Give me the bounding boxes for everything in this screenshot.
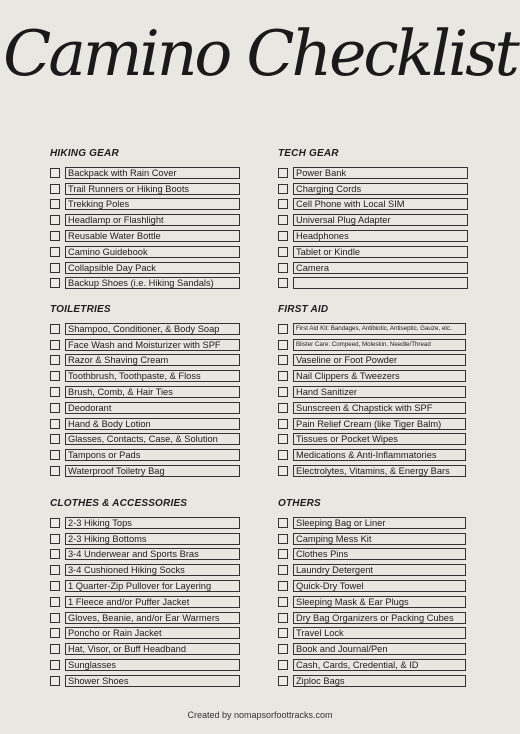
checklist-item-label: Backup Shoes (i.e. Hiking Sandals) <box>65 277 240 289</box>
checklist-item <box>278 578 466 594</box>
checklist-item-label: 1 Fleece and/or Puffer Jacket <box>65 596 240 608</box>
checklist-item <box>278 228 468 244</box>
checklist-item <box>50 432 240 448</box>
page-title: Camino Checklist <box>3 17 517 90</box>
checklist-item <box>278 244 468 260</box>
checklist-item <box>50 610 240 626</box>
checklist-item-label: Backpack with Rain Cover <box>65 167 240 179</box>
checkbox[interactable] <box>50 466 60 476</box>
section-clothes-accessories <box>50 498 240 689</box>
checklist-item <box>278 400 466 416</box>
checklist-item-label: Electrolytes, Vitamins, & Energy Bars <box>293 465 466 477</box>
checklist-item <box>278 260 468 276</box>
checkbox[interactable] <box>278 518 288 528</box>
checklist-item <box>50 197 240 213</box>
checklist-item <box>278 276 468 292</box>
checklist-item <box>50 578 240 594</box>
checkbox[interactable] <box>278 644 288 654</box>
checklist-item <box>50 260 240 276</box>
checkbox[interactable] <box>278 581 288 591</box>
checklist-item-label: Sunglasses <box>65 659 240 671</box>
checkbox[interactable] <box>278 676 288 686</box>
checklist-item <box>278 673 466 689</box>
checklist-item-label: Tissues or Pocket Wipes <box>293 433 466 445</box>
checklist-item-label: 1 Quarter-Zip Pullover for Layering <box>65 580 240 592</box>
checkbox[interactable] <box>50 231 60 241</box>
checkbox[interactable] <box>278 434 288 444</box>
checklist-item-label: Gloves, Beanie, and/or Ear Warmers <box>65 612 240 624</box>
checklist-item-label: Blister Care: Compeed, Moleskin, Needle/Thread <box>293 339 466 351</box>
checklist-item <box>278 197 468 213</box>
section-first-aid <box>278 304 466 479</box>
section-heading: TECH GEAR <box>278 148 339 159</box>
checklist-item-label: Clothes Pins <box>293 548 466 560</box>
checklist-item <box>50 531 240 547</box>
checkbox[interactable] <box>50 676 60 686</box>
checklist-item <box>278 626 466 642</box>
checkbox[interactable] <box>50 184 60 194</box>
footer-credit: Created by nomapsorfoottracks.com <box>187 710 333 720</box>
checkbox[interactable] <box>50 371 60 381</box>
checklist-item-label: Tablet or Kindle <box>293 246 468 258</box>
checkbox[interactable] <box>278 613 288 623</box>
checkbox[interactable] <box>278 355 288 365</box>
checklist-item <box>278 610 466 626</box>
checkbox[interactable] <box>278 278 288 288</box>
checkbox[interactable] <box>50 168 60 178</box>
checkbox[interactable] <box>278 199 288 209</box>
checklist-item <box>50 353 240 369</box>
checklist-item-label: Toothbrush, Toothpaste, & Floss <box>65 370 240 382</box>
checklist-item-label: Headlamp or Flashlight <box>65 214 240 226</box>
checklist-item <box>50 165 240 181</box>
checklist-item-label: First Aid Kit: Bandages, Antibiotic, Antiseptic, Gauze, etc. <box>293 323 466 335</box>
checklist-item-label <box>293 277 468 289</box>
checklist-item <box>278 447 466 463</box>
checklist-item-label: 2-3 Hiking Tops <box>65 517 240 529</box>
checklist-item-label: 3-4 Cushioned Hiking Socks <box>65 564 240 576</box>
checklist-item-label: Travel Lock <box>293 627 466 639</box>
checkbox[interactable] <box>50 534 60 544</box>
checklist-item <box>50 626 240 642</box>
checkbox[interactable] <box>278 247 288 257</box>
section-toiletries <box>50 304 240 479</box>
section-hiking-gear <box>50 148 240 291</box>
checkbox[interactable] <box>278 565 288 575</box>
checklist-item-label: Hand & Body Lotion <box>65 418 240 430</box>
section-others <box>278 498 466 689</box>
checkbox[interactable] <box>278 403 288 413</box>
checklist-item-label: Collapsible Day Pack <box>65 262 240 274</box>
checkbox[interactable] <box>50 278 60 288</box>
checklist-item <box>278 594 466 610</box>
checkbox[interactable] <box>50 247 60 257</box>
section-heading: CLOTHES & ACCESSORIES <box>50 498 188 509</box>
checklist-item <box>278 641 466 657</box>
checkbox[interactable] <box>50 355 60 365</box>
checkbox[interactable] <box>50 403 60 413</box>
checklist-item <box>278 515 466 531</box>
checkbox[interactable] <box>50 434 60 444</box>
checklist-item <box>278 432 466 448</box>
checklist-item-label: 2-3 Hiking Bottoms <box>65 533 240 545</box>
checklist-item <box>50 641 240 657</box>
checklist-item-label: Quick-Dry Towel <box>293 580 466 592</box>
checkbox[interactable] <box>278 466 288 476</box>
checkbox[interactable] <box>50 340 60 350</box>
checklist-item-label: Book and Journal/Pen <box>293 643 466 655</box>
checklist-item <box>50 547 240 563</box>
checkbox[interactable] <box>50 419 60 429</box>
checklist-item-label: Waterproof Toiletry Bag <box>65 465 240 477</box>
checklist-item-label: Vaseline or Foot Powder <box>293 354 466 366</box>
checklist-item <box>50 276 240 292</box>
checklist-item <box>50 384 240 400</box>
checklist-item <box>278 337 466 353</box>
checklist-item-label: Glasses, Contacts, Case, & Solution <box>65 433 240 445</box>
checkbox[interactable] <box>50 660 60 670</box>
checkbox[interactable] <box>50 565 60 575</box>
checkbox[interactable] <box>278 231 288 241</box>
checklist-item <box>50 321 240 337</box>
checkbox[interactable] <box>50 644 60 654</box>
checklist-item <box>50 673 240 689</box>
checkbox[interactable] <box>50 387 60 397</box>
checklist-item-label: Camping Mess Kit <box>293 533 466 545</box>
checklist-item-label: Trail Runners or Hiking Boots <box>65 183 240 195</box>
checkbox[interactable] <box>50 215 60 225</box>
checklist-item-label: Reusable Water Bottle <box>65 230 240 242</box>
section-heading: OTHERS <box>278 498 321 509</box>
checklist-item-label: Razor & Shaving Cream <box>65 354 240 366</box>
checklist-item-label: Laundry Detergent <box>293 564 466 576</box>
checklist-item <box>50 463 240 479</box>
checklist-item-label: 3-4 Underwear and Sports Bras <box>65 548 240 560</box>
checkbox[interactable] <box>50 597 60 607</box>
checkbox[interactable] <box>278 184 288 194</box>
checklist-item <box>50 368 240 384</box>
checkbox[interactable] <box>50 263 60 273</box>
checklist-item-label: Sleeping Mask & Ear Plugs <box>293 596 466 608</box>
checklist-item-label: Camino Guidebook <box>65 246 240 258</box>
checklist-item-label: Camera <box>293 262 468 274</box>
checklist-item <box>278 212 468 228</box>
checklist-item <box>278 416 466 432</box>
checklist-item-label: Sleeping Bag or Liner <box>293 517 466 529</box>
checklist-item <box>278 181 468 197</box>
checklist-item <box>50 400 240 416</box>
section-heading: HIKING GEAR <box>50 148 119 159</box>
checkbox[interactable] <box>278 263 288 273</box>
checkbox[interactable] <box>278 450 288 460</box>
checklist-item-label: Hand Sanitizer <box>293 386 466 398</box>
checkbox[interactable] <box>278 534 288 544</box>
checklist-item <box>50 244 240 260</box>
checklist-item-label: Universal Plug Adapter <box>293 214 468 226</box>
checklist-item <box>278 657 466 673</box>
section-tech-gear <box>278 148 468 291</box>
checklist-item-label: Face Wash and Moisturizer with SPF <box>65 339 240 351</box>
checklist-item-label: Poncho or Rain Jacket <box>65 627 240 639</box>
checklist-item-label: Deodorant <box>65 402 240 414</box>
checklist-item <box>50 447 240 463</box>
checkbox[interactable] <box>278 215 288 225</box>
checklist-item-label: Brush, Comb, & Hair Ties <box>65 386 240 398</box>
checklist-item <box>278 165 468 181</box>
checklist-item-label: Hat, Visor, or Buff Headband <box>65 643 240 655</box>
checklist-item-label: Power Bank <box>293 167 468 179</box>
checkbox[interactable] <box>278 419 288 429</box>
checklist-item-label: Pain Relief Cream (like Tiger Balm) <box>293 418 466 430</box>
checklist-item-label: Tampons or Pads <box>65 449 240 461</box>
checklist-item-label: Shampoo, Conditioner, & Body Soap <box>65 323 240 335</box>
checkbox[interactable] <box>278 371 288 381</box>
checklist-item <box>278 463 466 479</box>
checklist-item-label: Shower Shoes <box>65 675 240 687</box>
checkbox[interactable] <box>278 628 288 638</box>
checkbox[interactable] <box>278 597 288 607</box>
checkbox[interactable] <box>50 518 60 528</box>
checklist-item <box>278 368 466 384</box>
checklist-item <box>50 337 240 353</box>
checklist-item <box>50 416 240 432</box>
checklist-item <box>278 531 466 547</box>
checkbox[interactable] <box>50 199 60 209</box>
checklist-item-label: Nail Clippers & Tweezers <box>293 370 466 382</box>
checkbox[interactable] <box>50 613 60 623</box>
checklist-item-label: Charging Cords <box>293 183 468 195</box>
checklist-item <box>50 657 240 673</box>
checklist-item-label: Cell Phone with Local SIM <box>293 198 468 210</box>
checklist-item <box>50 562 240 578</box>
checklist-item <box>50 515 240 531</box>
checklist-item <box>278 562 466 578</box>
checkbox[interactable] <box>50 324 60 334</box>
checklist-item-label: Dry Bag Organizers or Packing Cubes <box>293 612 466 624</box>
checklist-item <box>278 384 466 400</box>
checklist-item-label: Medications & Anti-Inflammatories <box>293 449 466 461</box>
checkbox[interactable] <box>278 168 288 178</box>
checklist-item-label: Sunscreen & Chapstick with SPF <box>293 402 466 414</box>
checkbox[interactable] <box>278 549 288 559</box>
checkbox[interactable] <box>50 549 60 559</box>
checkbox[interactable] <box>278 387 288 397</box>
checklist-item <box>278 547 466 563</box>
checklist-item <box>50 212 240 228</box>
section-heading: TOILETRIES <box>50 304 111 315</box>
checklist-item <box>50 228 240 244</box>
checklist-item-label: Headphones <box>293 230 468 242</box>
checklist-item-label: Ziploc Bags <box>293 675 466 687</box>
checklist-item <box>278 353 466 369</box>
checklist-item <box>278 321 466 337</box>
checkbox[interactable] <box>278 340 288 350</box>
checkbox[interactable] <box>50 450 60 460</box>
checkbox[interactable] <box>50 581 60 591</box>
checklist-item <box>50 181 240 197</box>
section-heading: FIRST AID <box>278 304 329 315</box>
checkbox[interactable] <box>278 324 288 334</box>
checklist-item-label: Cash, Cards, Credential, & ID <box>293 659 466 671</box>
checklist-item-label: Trekking Poles <box>65 198 240 210</box>
checkbox[interactable] <box>50 628 60 638</box>
checklist-item <box>50 594 240 610</box>
checkbox[interactable] <box>278 660 288 670</box>
